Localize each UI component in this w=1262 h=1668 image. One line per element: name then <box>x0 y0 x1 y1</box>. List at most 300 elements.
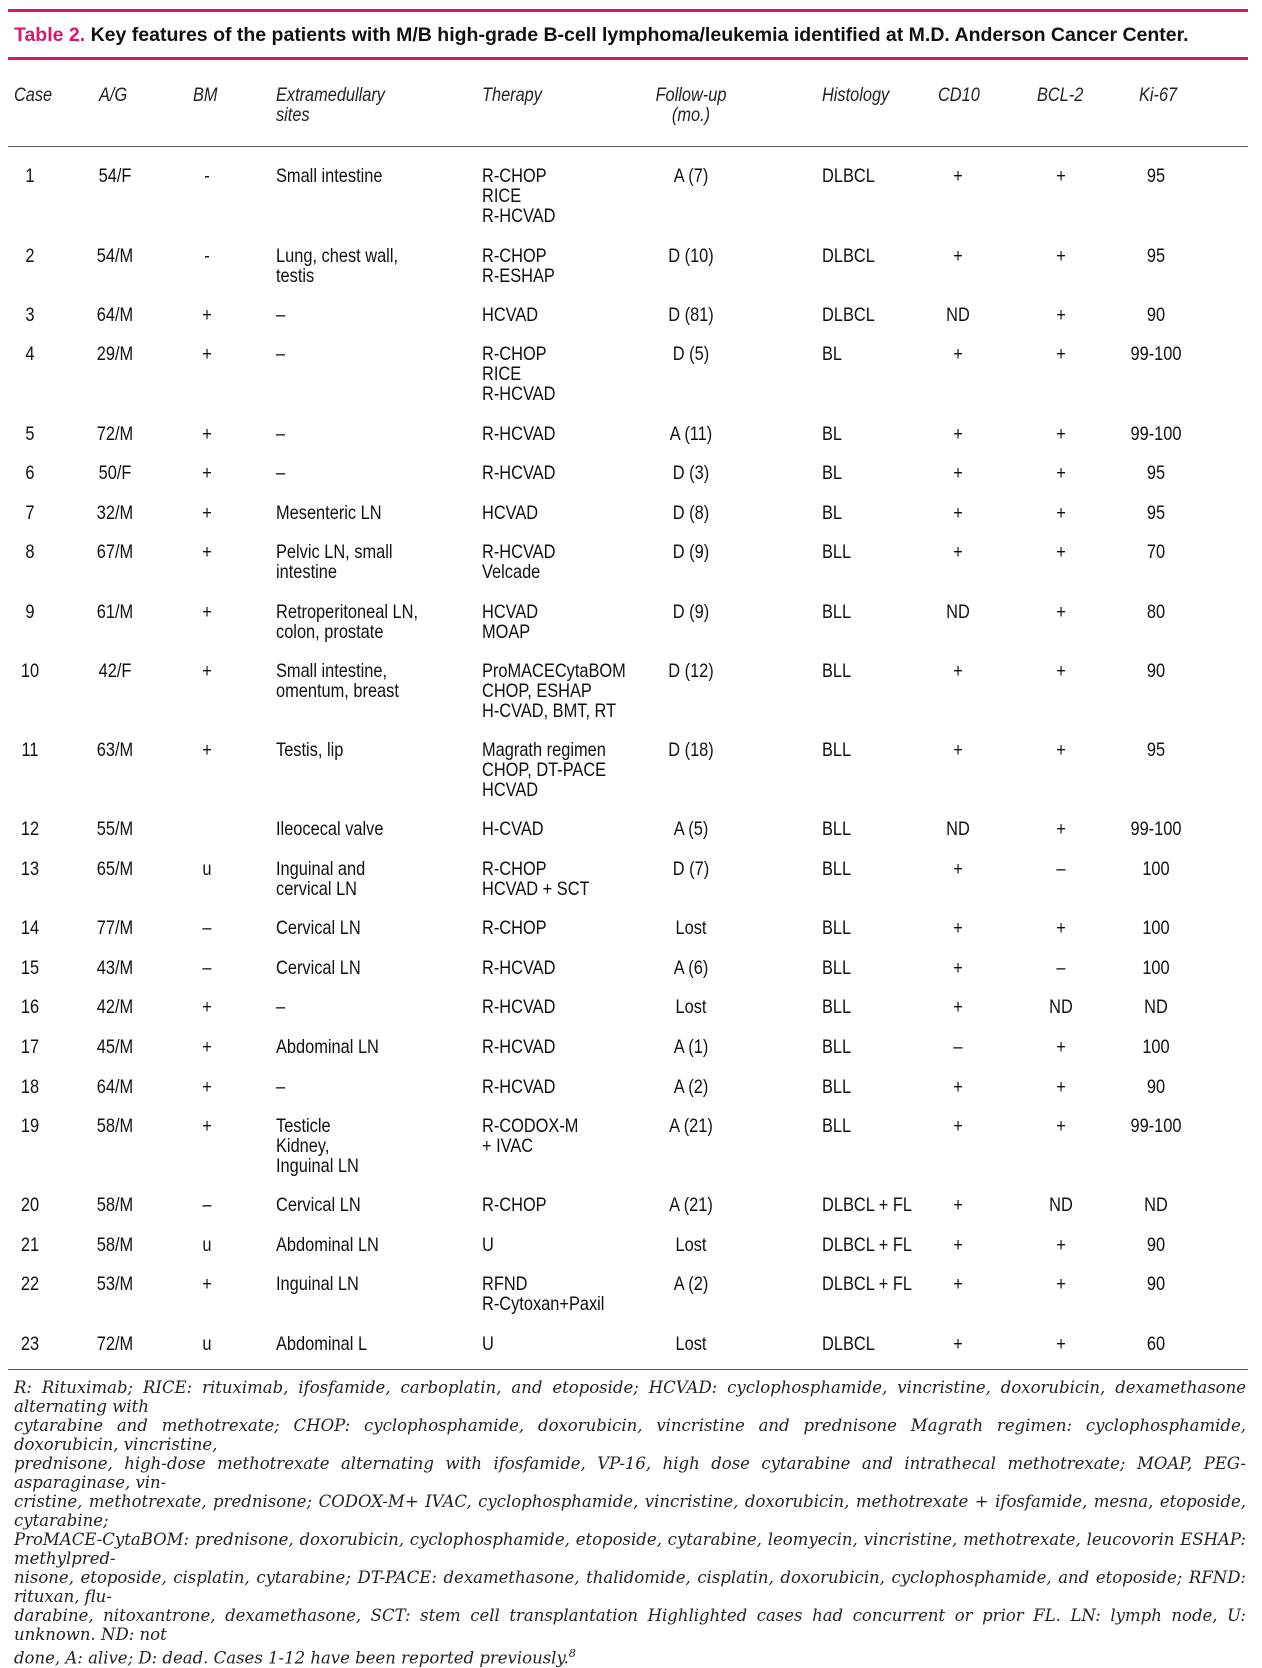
cell-sites <box>276 344 285 364</box>
cell-bcl2: + <box>1056 601 1066 623</box>
cell-followup: A (5) <box>673 818 709 840</box>
cell-ki67: 95 <box>1146 462 1166 484</box>
cell-cd10: + <box>953 1333 963 1355</box>
cell-therapy-line: R-CHOP <box>482 343 547 365</box>
cell-ag: 43/M <box>96 957 134 979</box>
cell-ag: 58/M <box>96 1194 134 1216</box>
cell-ag: 54/M <box>96 245 134 267</box>
cell-therapy <box>482 305 538 325</box>
cell-therapy-line: RFND <box>482 1273 528 1295</box>
cell-therapy <box>482 859 590 899</box>
table-caption <box>14 22 1244 48</box>
cell-sites-line: Small intestine, <box>276 660 388 682</box>
cell-bcl2: + <box>1056 1234 1066 1256</box>
cell-sites <box>276 166 383 186</box>
cell-histology: BLL <box>822 1036 852 1058</box>
cell-sites-line: Pelvic LN, small <box>276 541 393 563</box>
cell-bm: + <box>202 601 212 623</box>
cell-followup: A (6) <box>673 957 709 979</box>
cell-bcl2: + <box>1056 165 1066 187</box>
bottom-rule <box>8 1369 1248 1370</box>
header-bcl2: BCL-2 <box>1037 85 1084 106</box>
cell-therapy <box>482 1334 494 1354</box>
cell-histology: BL <box>822 343 843 365</box>
cell-therapy-line: R-Cytoxan+Paxil <box>482 1293 605 1315</box>
cell-sites-line: Testis, lip <box>276 739 344 761</box>
cell-therapy <box>482 1235 494 1255</box>
cell-bcl2: ND <box>1049 1194 1073 1216</box>
footnote-line: done, A: alive; D: dead. Cases 1-12 have been reported previously. <box>14 1648 569 1668</box>
cell-case: 18 <box>20 1076 40 1098</box>
cell-histology: DLBCL <box>822 304 875 326</box>
cell-histology: DLBCL + FL <box>822 1234 912 1256</box>
cell-ki67: 99-100 <box>1130 818 1182 840</box>
cell-case: 9 <box>25 601 35 623</box>
cell-cd10: ND <box>946 818 970 840</box>
cell-therapy-line: R-HCVAD <box>482 996 556 1018</box>
cell-bcl2: + <box>1056 1115 1066 1137</box>
cell-ag: 53/M <box>96 1273 134 1295</box>
cell-sites-line: – <box>276 343 286 365</box>
cell-bm: + <box>202 304 212 326</box>
cell-histology: DLBCL <box>822 165 875 187</box>
cell-therapy-line: R-HCVAD <box>482 205 556 227</box>
cell-cd10: ND <box>946 601 970 623</box>
cell-histology: BL <box>822 502 843 524</box>
cell-therapy <box>482 958 555 978</box>
cell-histology: BLL <box>822 818 852 840</box>
header-extramedullary-line1: Extramedullary <box>276 85 385 106</box>
cell-followup: D (9) <box>672 541 710 563</box>
cell-followup: Lost <box>675 996 707 1018</box>
cell-therapy-line: R-HCVAD <box>482 1076 556 1098</box>
cell-therapy-line: RICE <box>482 185 522 207</box>
cell-ki67: 99-100 <box>1130 423 1182 445</box>
cell-sites-line: Small intestine <box>276 165 383 187</box>
cell-histology: BLL <box>822 917 852 939</box>
cell-ki67: ND <box>1144 1194 1168 1216</box>
cell-bcl2: + <box>1056 245 1066 267</box>
cell-ag: 58/M <box>96 1115 134 1137</box>
cell-therapy <box>482 740 606 800</box>
cell-histology: BLL <box>822 996 852 1018</box>
cell-followup: D (8) <box>672 502 710 524</box>
cell-followup: A (21) <box>669 1194 713 1216</box>
cell-bcl2: ND <box>1049 996 1073 1018</box>
cell-ag: 42/M <box>96 996 134 1018</box>
cell-ki67: 95 <box>1146 165 1166 187</box>
cell-therapy-line: RICE <box>482 363 522 385</box>
cell-ki67: 99-100 <box>1130 1115 1182 1137</box>
cell-histology: BLL <box>822 601 852 623</box>
header-histology: Histology <box>822 85 890 106</box>
cell-therapy-line: R-CHOP <box>482 917 547 939</box>
footnote-line: darabine, nitoxantrone, dexamethasone, SCT: stem cell transplantation Highlighted cases had concurrent or prior FL. LN: lymph node, U: unknown. ND: not <box>14 1606 1246 1644</box>
cell-therapy-line: HCVAD + SCT <box>482 878 590 900</box>
cell-therapy-line: R-HCVAD <box>482 957 556 979</box>
cell-sites-line: – <box>276 304 286 326</box>
cell-therapy-line: CHOP, ESHAP <box>482 680 592 702</box>
cell-bm: + <box>202 996 212 1018</box>
cell-bm: + <box>202 1273 212 1295</box>
cell-sites <box>276 859 365 899</box>
cell-sites <box>276 602 418 642</box>
cell-ki67: 99-100 <box>1130 343 1182 365</box>
cell-cd10: + <box>953 423 963 445</box>
cell-ag: 58/M <box>96 1234 134 1256</box>
cell-ki67: 90 <box>1146 660 1166 682</box>
cell-ki67: 90 <box>1146 1273 1166 1295</box>
cell-therapy <box>482 1077 555 1097</box>
cell-case: 15 <box>20 957 40 979</box>
cell-sites <box>276 305 285 325</box>
header-cd10: CD10 <box>938 85 980 106</box>
cell-therapy-line: U <box>482 1234 494 1256</box>
cell-sites <box>276 740 343 760</box>
cell-cd10: + <box>953 1273 963 1295</box>
cell-therapy <box>482 1116 578 1156</box>
cell-bcl2: + <box>1056 1076 1066 1098</box>
cell-sites-line: Lung, chest wall, <box>276 245 399 267</box>
cell-ag: 32/M <box>96 502 134 524</box>
cell-sites <box>276 1077 285 1097</box>
cell-case: 1 <box>25 165 35 187</box>
cell-bcl2: + <box>1056 1333 1066 1355</box>
cell-sites-line: intestine <box>276 561 338 583</box>
cell-ag: 45/M <box>96 1036 134 1058</box>
cell-bm: + <box>202 1115 212 1137</box>
cell-bm: + <box>202 343 212 365</box>
cell-bm: + <box>202 739 212 761</box>
cell-sites-line: Inguinal LN <box>276 1273 359 1295</box>
cell-therapy-line: R-CHOP <box>482 245 547 267</box>
cell-bcl2: + <box>1056 502 1066 524</box>
cell-cd10: + <box>953 541 963 563</box>
cell-cd10: + <box>953 1115 963 1137</box>
cell-sites-line: Retroperitoneal LN, <box>276 601 419 623</box>
cell-therapy-line: Magrath regimen <box>482 739 606 761</box>
cell-ag: 72/M <box>96 423 134 445</box>
cell-followup: D (3) <box>672 462 710 484</box>
cell-sites-line: Inguinal and <box>276 858 366 880</box>
cell-bcl2: + <box>1056 917 1066 939</box>
cell-bm: + <box>202 1076 212 1098</box>
cell-ki67: ND <box>1144 996 1168 1018</box>
cell-ag: 42/F <box>98 660 132 682</box>
header-ki67: Ki-67 <box>1139 85 1178 106</box>
cell-bm: + <box>202 423 212 445</box>
cell-ki67: 95 <box>1146 245 1166 267</box>
cell-ag: 64/M <box>96 1076 134 1098</box>
cell-followup: D (12) <box>668 660 714 682</box>
cell-therapy-line: U <box>482 1333 494 1355</box>
cell-sites-line: testis <box>276 265 315 287</box>
cell-bcl2: + <box>1056 739 1066 761</box>
cell-sites <box>276 958 361 978</box>
cell-case: 20 <box>20 1194 40 1216</box>
cell-therapy-line: HCVAD <box>482 601 539 623</box>
cell-bcl2: + <box>1056 818 1066 840</box>
cell-therapy-line: Velcade <box>482 561 541 583</box>
cell-ki67: 100 <box>1142 1036 1170 1058</box>
cell-bm: – <box>202 957 212 979</box>
cell-case: 5 <box>25 423 35 445</box>
cell-followup: D (81) <box>668 304 714 326</box>
cell-therapy-line: R-HCVAD <box>482 383 556 405</box>
cell-cd10: + <box>953 858 963 880</box>
cell-therapy <box>482 166 555 226</box>
cell-therapy-line: R-CHOP <box>482 1194 547 1216</box>
cell-followup: D (18) <box>668 739 714 761</box>
cell-bcl2: + <box>1056 1273 1066 1295</box>
cell-ki67: 90 <box>1146 1234 1166 1256</box>
header-extramedullary <box>276 86 385 126</box>
cell-histology: BLL <box>822 739 852 761</box>
cell-bm: u <box>202 858 212 880</box>
cell-sites-line: Abdominal LN <box>276 1234 379 1256</box>
cell-ag: 72/M <box>96 1333 134 1355</box>
header-followup-line2: (mo.) <box>671 105 711 126</box>
cell-cd10: + <box>953 660 963 682</box>
cell-sites-line: – <box>276 462 286 484</box>
footnote-line: cytarabine and methotrexate; CHOP: cyclophosphamide, doxorubicin, vincristine and prednisone Magrath regimen: cyclophosphamide, doxorubicin, vincristine, <box>14 1416 1246 1454</box>
cell-sites-line: – <box>276 996 286 1018</box>
cell-case: 3 <box>25 304 35 326</box>
cell-sites <box>276 1195 361 1215</box>
header-rule <box>8 146 1248 147</box>
cell-cd10: + <box>953 165 963 187</box>
cell-sites <box>276 918 361 938</box>
cell-histology: DLBCL + FL <box>822 1273 912 1295</box>
cell-cd10: + <box>953 1076 963 1098</box>
cell-bm: – <box>202 917 212 939</box>
cell-cd10: + <box>953 739 963 761</box>
cell-ag: 29/M <box>96 343 134 365</box>
cell-therapy-line: MOAP <box>482 621 531 643</box>
cell-sites-line: Cervical LN <box>276 957 361 979</box>
cell-sites <box>276 503 382 523</box>
cell-histology: BL <box>822 423 843 445</box>
cell-sites-line: Abdominal L <box>276 1333 368 1355</box>
cell-therapy-line: + IVAC <box>482 1135 534 1157</box>
cell-histology: DLBCL + FL <box>822 1194 912 1216</box>
cell-case: 17 <box>20 1036 40 1058</box>
cell-sites-line: Cervical LN <box>276 1194 361 1216</box>
cell-bcl2: + <box>1056 541 1066 563</box>
header-bm: BM <box>193 85 218 106</box>
cell-sites <box>276 1037 379 1057</box>
cell-followup: Lost <box>675 1333 707 1355</box>
cell-sites-line: – <box>276 1076 286 1098</box>
header-extramedullary-line2: sites <box>276 105 310 126</box>
cell-sites-line: colon, prostate <box>276 621 384 643</box>
cell-followup: A (1) <box>673 1036 709 1058</box>
cell-therapy-line: R-CHOP <box>482 858 547 880</box>
footnote-last-line <box>14 1644 1246 1668</box>
cell-therapy <box>482 1037 555 1057</box>
cell-histology: BL <box>822 462 843 484</box>
cell-cd10: + <box>953 502 963 524</box>
cell-histology: BLL <box>822 1115 852 1137</box>
cell-ki67: 60 <box>1146 1333 1166 1355</box>
cell-sites-line: – <box>276 423 286 445</box>
cell-therapy <box>482 424 555 444</box>
cell-therapy <box>482 819 544 839</box>
top-rule <box>8 9 1248 12</box>
cell-case: 11 <box>21 739 39 761</box>
cell-case: 22 <box>20 1273 40 1295</box>
cell-followup: A (11) <box>669 423 713 445</box>
cell-cd10: – <box>953 1036 963 1058</box>
cell-case: 12 <box>20 818 40 840</box>
cell-case: 14 <box>20 917 40 939</box>
cell-histology: BLL <box>822 541 852 563</box>
cell-ag: 50/F <box>98 462 132 484</box>
cell-therapy-line: R-CHOP <box>482 165 547 187</box>
cell-case: 6 <box>25 462 35 484</box>
cell-therapy-line: HCVAD <box>482 502 539 524</box>
cell-therapy <box>482 542 555 582</box>
cell-case: 2 <box>25 245 35 267</box>
cell-followup: A (21) <box>669 1115 713 1137</box>
cell-therapy-line: R-HCVAD <box>482 541 556 563</box>
cell-bcl2: + <box>1056 304 1066 326</box>
cell-therapy <box>482 1195 547 1215</box>
cell-therapy <box>482 997 555 1017</box>
cell-therapy-line: ProMACECytaBOM <box>482 660 626 682</box>
cell-cd10: + <box>953 343 963 365</box>
cell-ki67: 80 <box>1146 601 1166 623</box>
cell-cd10: + <box>953 917 963 939</box>
cell-therapy <box>482 246 555 286</box>
cell-bm: - <box>204 245 210 267</box>
cell-bm: + <box>202 1036 212 1058</box>
cell-bcl2: + <box>1056 660 1066 682</box>
caption-rule <box>8 57 1248 60</box>
cell-bm: + <box>202 541 212 563</box>
footnote-line: R: Rituximab; RICE: rituximab, ifosfamide, carboplatin, and etoposide; HCVAD: cyclophosphamide, vincristine, doxorubicin, dexamethasone alternating with <box>14 1378 1246 1416</box>
cell-therapy <box>482 918 547 938</box>
cell-bcl2: – <box>1056 858 1066 880</box>
cell-sites-line: Kidney, <box>276 1135 330 1157</box>
cell-ag: 61/M <box>96 601 134 623</box>
cell-therapy <box>482 344 555 404</box>
cell-bm: u <box>202 1234 212 1256</box>
cell-therapy-line: HCVAD <box>482 304 539 326</box>
cell-ag: 63/M <box>96 739 134 761</box>
cell-followup: Lost <box>675 917 707 939</box>
cell-sites-line: Inguinal LN <box>276 1155 359 1177</box>
cell-bcl2: + <box>1056 343 1066 365</box>
cell-therapy-line: R-HCVAD <box>482 462 556 484</box>
cell-cd10: + <box>953 245 963 267</box>
header-followup-line1: Follow-up <box>655 85 727 106</box>
cell-therapy-line: CHOP, DT-PACE <box>482 759 607 781</box>
cell-therapy <box>482 661 626 721</box>
header-followup <box>639 86 742 126</box>
cell-bm: + <box>202 502 212 524</box>
cell-case: 10 <box>20 660 40 682</box>
cell-followup: Lost <box>675 1234 707 1256</box>
cell-ag: 64/M <box>96 304 134 326</box>
cell-bm: + <box>202 660 212 682</box>
footnote-line: ProMACE-CytaBOM: prednisone, doxorubicin, cyclophosphamide, etoposide, cytarabine, leomyecin, vincristine, methotrexate, leucovorin ESHAP: methylpred- <box>14 1530 1246 1568</box>
cell-bcl2: – <box>1056 957 1066 979</box>
cell-ag: 65/M <box>96 858 134 880</box>
cell-bm: u <box>202 1333 212 1355</box>
cell-ki67: 100 <box>1142 917 1170 939</box>
cell-histology: BLL <box>822 660 852 682</box>
cell-bm: – <box>202 1194 212 1216</box>
caption-label: Table 2. <box>14 24 86 46</box>
cell-followup: D (5) <box>672 343 710 365</box>
cell-sites <box>276 246 398 286</box>
cell-followup: A (7) <box>673 165 709 187</box>
cell-ag: 77/M <box>96 917 134 939</box>
cell-bm: - <box>204 165 210 187</box>
cell-histology: BLL <box>822 858 852 880</box>
cell-followup: A (2) <box>673 1076 709 1098</box>
footnote-line: nisone, etoposide, cisplatin, cytarabine; DT-PACE: dexamethasone, thalidomide, cisplatin, doxorubicin, cyclophosphamide, and etoposide; RFND: rituxan, flu- <box>14 1568 1246 1606</box>
cell-therapy-line: R-HCVAD <box>482 423 556 445</box>
header-therapy: Therapy <box>482 85 542 106</box>
cell-case: 23 <box>20 1333 40 1355</box>
cell-sites-line: Cervical LN <box>276 917 361 939</box>
cell-sites <box>276 1116 359 1176</box>
cell-case: 19 <box>20 1115 40 1137</box>
cell-sites <box>276 997 285 1017</box>
cell-ag: 54/F <box>98 165 132 187</box>
cell-case: 7 <box>25 502 35 524</box>
cell-ki67: 95 <box>1146 739 1166 761</box>
cell-sites <box>276 542 393 582</box>
cell-sites-line: Abdominal LN <box>276 1036 379 1058</box>
cell-therapy-line: R-ESHAP <box>482 265 555 287</box>
cell-case: 4 <box>25 343 35 365</box>
cell-followup: D (7) <box>672 858 710 880</box>
cell-sites <box>276 1235 379 1255</box>
cell-therapy-line: R-CODOX-M <box>482 1115 579 1137</box>
cell-bcl2: + <box>1056 423 1066 445</box>
header-ag: A/G <box>99 85 128 106</box>
footnote-line: prednisone, high-dose methotrexate alternating with ifosfamide, VP-16, high dose cytarabine and intrathecal methotrexate; MOAP, PEG-asparaginase, vin- <box>14 1454 1246 1492</box>
cell-bm: + <box>202 462 212 484</box>
cell-case: 16 <box>20 996 40 1018</box>
cell-ki67: 90 <box>1146 1076 1166 1098</box>
cell-followup: A (2) <box>673 1273 709 1295</box>
cell-therapy-line: H-CVAD <box>482 818 544 840</box>
cell-ki67: 90 <box>1146 304 1166 326</box>
cell-cd10: + <box>953 957 963 979</box>
cell-sites <box>276 463 285 483</box>
cell-histology: BLL <box>822 1076 852 1098</box>
cell-ag: 67/M <box>96 541 134 563</box>
cell-sites-line: Mesenteric LN <box>276 502 382 524</box>
cell-therapy-line: H-CVAD, BMT, RT <box>482 700 617 722</box>
cell-bcl2: + <box>1056 462 1066 484</box>
footnote-lines <box>14 1378 1246 1668</box>
cell-therapy-line: R-HCVAD <box>482 1036 556 1058</box>
cell-histology: DLBCL <box>822 245 875 267</box>
cell-therapy-line: HCVAD <box>482 779 539 801</box>
cell-sites <box>276 819 383 839</box>
cell-sites <box>276 1274 359 1294</box>
cell-followup: D (10) <box>668 245 714 267</box>
cell-cd10: + <box>953 462 963 484</box>
footnote-reference: 8 <box>568 1647 576 1660</box>
cell-histology: BLL <box>822 957 852 979</box>
caption-text: Key features of the patients with M/B high-grade B-cell lymphoma/leukemia identified at M.D. Anderson Cancer Center. <box>90 24 1189 46</box>
